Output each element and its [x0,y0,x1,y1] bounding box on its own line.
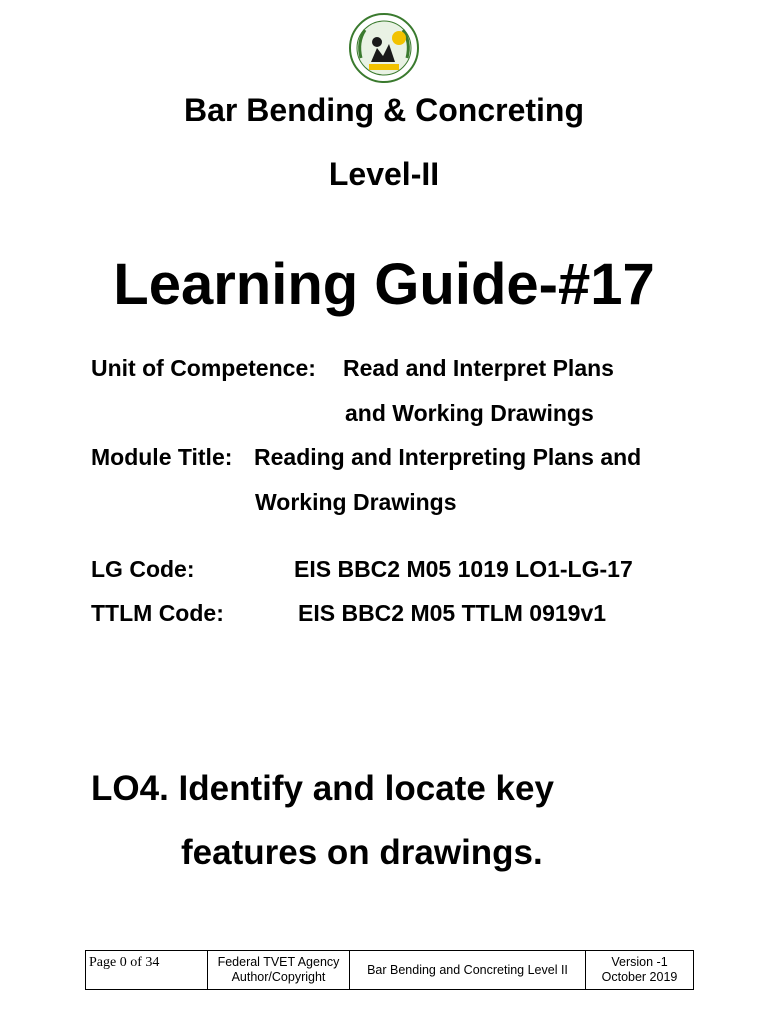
footer-copyright: Author/Copyright [231,970,326,984]
footer-date: October 2019 [601,970,678,984]
subject-title: Bar Bending & Concreting [183,92,584,128]
learning-guide-title: Learning Guide-#17 [113,252,655,317]
unit-of-competence-value-line1: Read and Interpret Plans [343,355,614,381]
unit-of-competence-value-line2: and Working Drawings [345,400,594,426]
level-title: Level-II [328,156,440,192]
footer-version: Version -1 [611,955,668,969]
footer-agency-cell [208,951,350,990]
federal-tvet-agency-seal-icon [347,12,421,84]
footer-agency-name: Federal TVET Agency [217,955,340,969]
page-footer-table [85,950,694,990]
footer-row [86,951,694,990]
module-title-value-line1: Reading and Interpreting Plans and [254,444,642,470]
learning-outcome-line1: LO4. Identify and locate key [91,769,554,808]
module-title-label: Module Title: [91,444,233,470]
module-title-value-line2: Working Drawings [255,489,457,515]
ttlm-code-label: TTLM Code: [91,600,224,626]
learning-outcome-line2: features on drawings. [181,833,543,872]
federal-tvet-agency-logo [347,12,421,84]
ttlm-code-value: EIS BBC2 M05 TTLM 0919v1 [298,600,607,626]
footer-course-title: Bar Bending and Concreting Level II [350,951,586,990]
footer-version-cell [586,951,694,990]
lg-code-value: EIS BBC2 M05 1019 LO1-LG-17 [294,556,633,582]
unit-of-competence-label: Unit of Competence: [91,355,316,381]
footer-page-number: Page 0 of 34 [86,951,208,990]
lg-code-label: LG Code: [91,556,195,582]
